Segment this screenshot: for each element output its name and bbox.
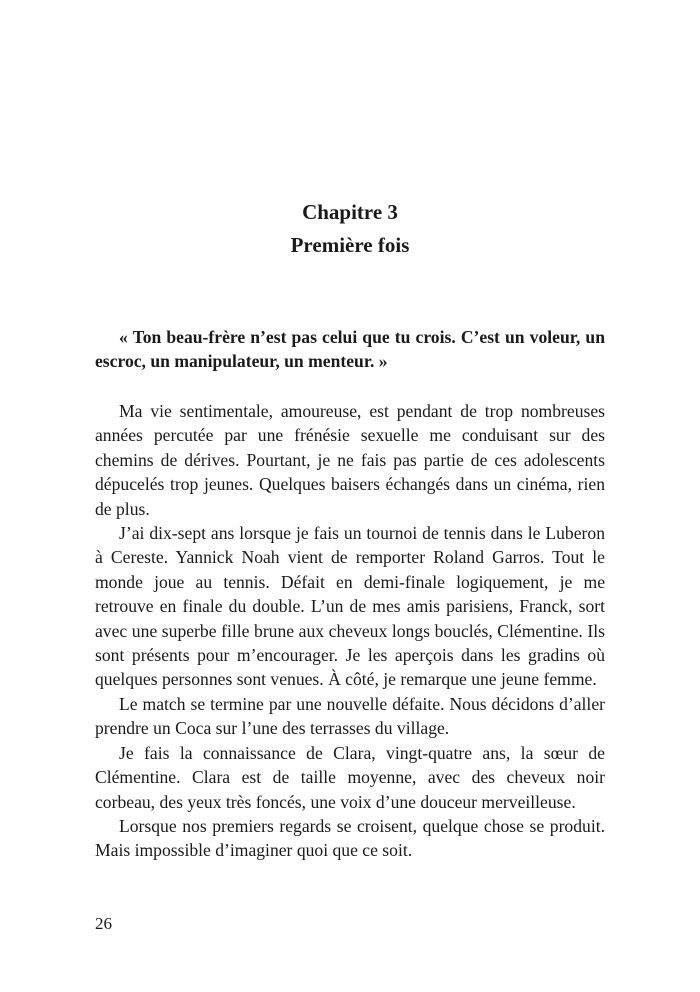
chapter-title: Première fois <box>290 233 410 257</box>
body-text <box>95 399 605 863</box>
paragraph: J’ai dix-sept ans lorsque je fais un tournoi de tennis dans le Luberon à Cereste. Yannick Noah vient de remporter Roland Garros. Tout le monde joue au tennis. Défait en demi-finale logiquement, je me retrouve en finale du double. L’un de mes amis parisiens, Franck, sort avec une superbe fille brune aux cheveux longs bouclés, Clémentine. Ils sont présents pour m’encourager. Je les aperçois dans les gradins où quelques personnes sont venues. À côté, je remarque une jeune femme. <box>95 523 605 690</box>
epigraph-quote: « Ton beau-frère n’est pas celui que tu crois. C’est un voleur, un escroc, un manipulateur, un menteur. » <box>95 327 605 372</box>
chapter-heading <box>0 196 700 262</box>
paragraph: Ma vie sentimentale, amoureuse, est pendant de trop nombreuses années percutée par une frénésie sexuelle me conduisant sur des chemins de dérives. Pourtant, je ne fais pas partie de ces adolescents dépucelés trop jeunes. Quelques baisers échangés dans un cinéma, rien de plus. <box>95 401 605 519</box>
page-number: 26 <box>95 914 112 933</box>
paragraph: Je fais la connaissance de Clara, vingt-quatre ans, la sœur de Clémentine. Clara est de taille moyenne, avec des cheveux noir corbeau, des yeux très foncés, une voix d’une douceur merveilleuse. <box>95 742 605 812</box>
paragraph: Lorsque nos premiers regards se croisent, quelque chose se produit. Mais impossible d’imaginer quoi que ce soit. <box>95 815 605 861</box>
chapter-number: Chapitre 3 <box>302 200 398 224</box>
paragraph: Le match se termine par une nouvelle défaite. Nous décidons d’aller prendre un Coca sur l’une des terrasses du village. <box>95 693 605 739</box>
epigraph-block <box>95 325 605 374</box>
